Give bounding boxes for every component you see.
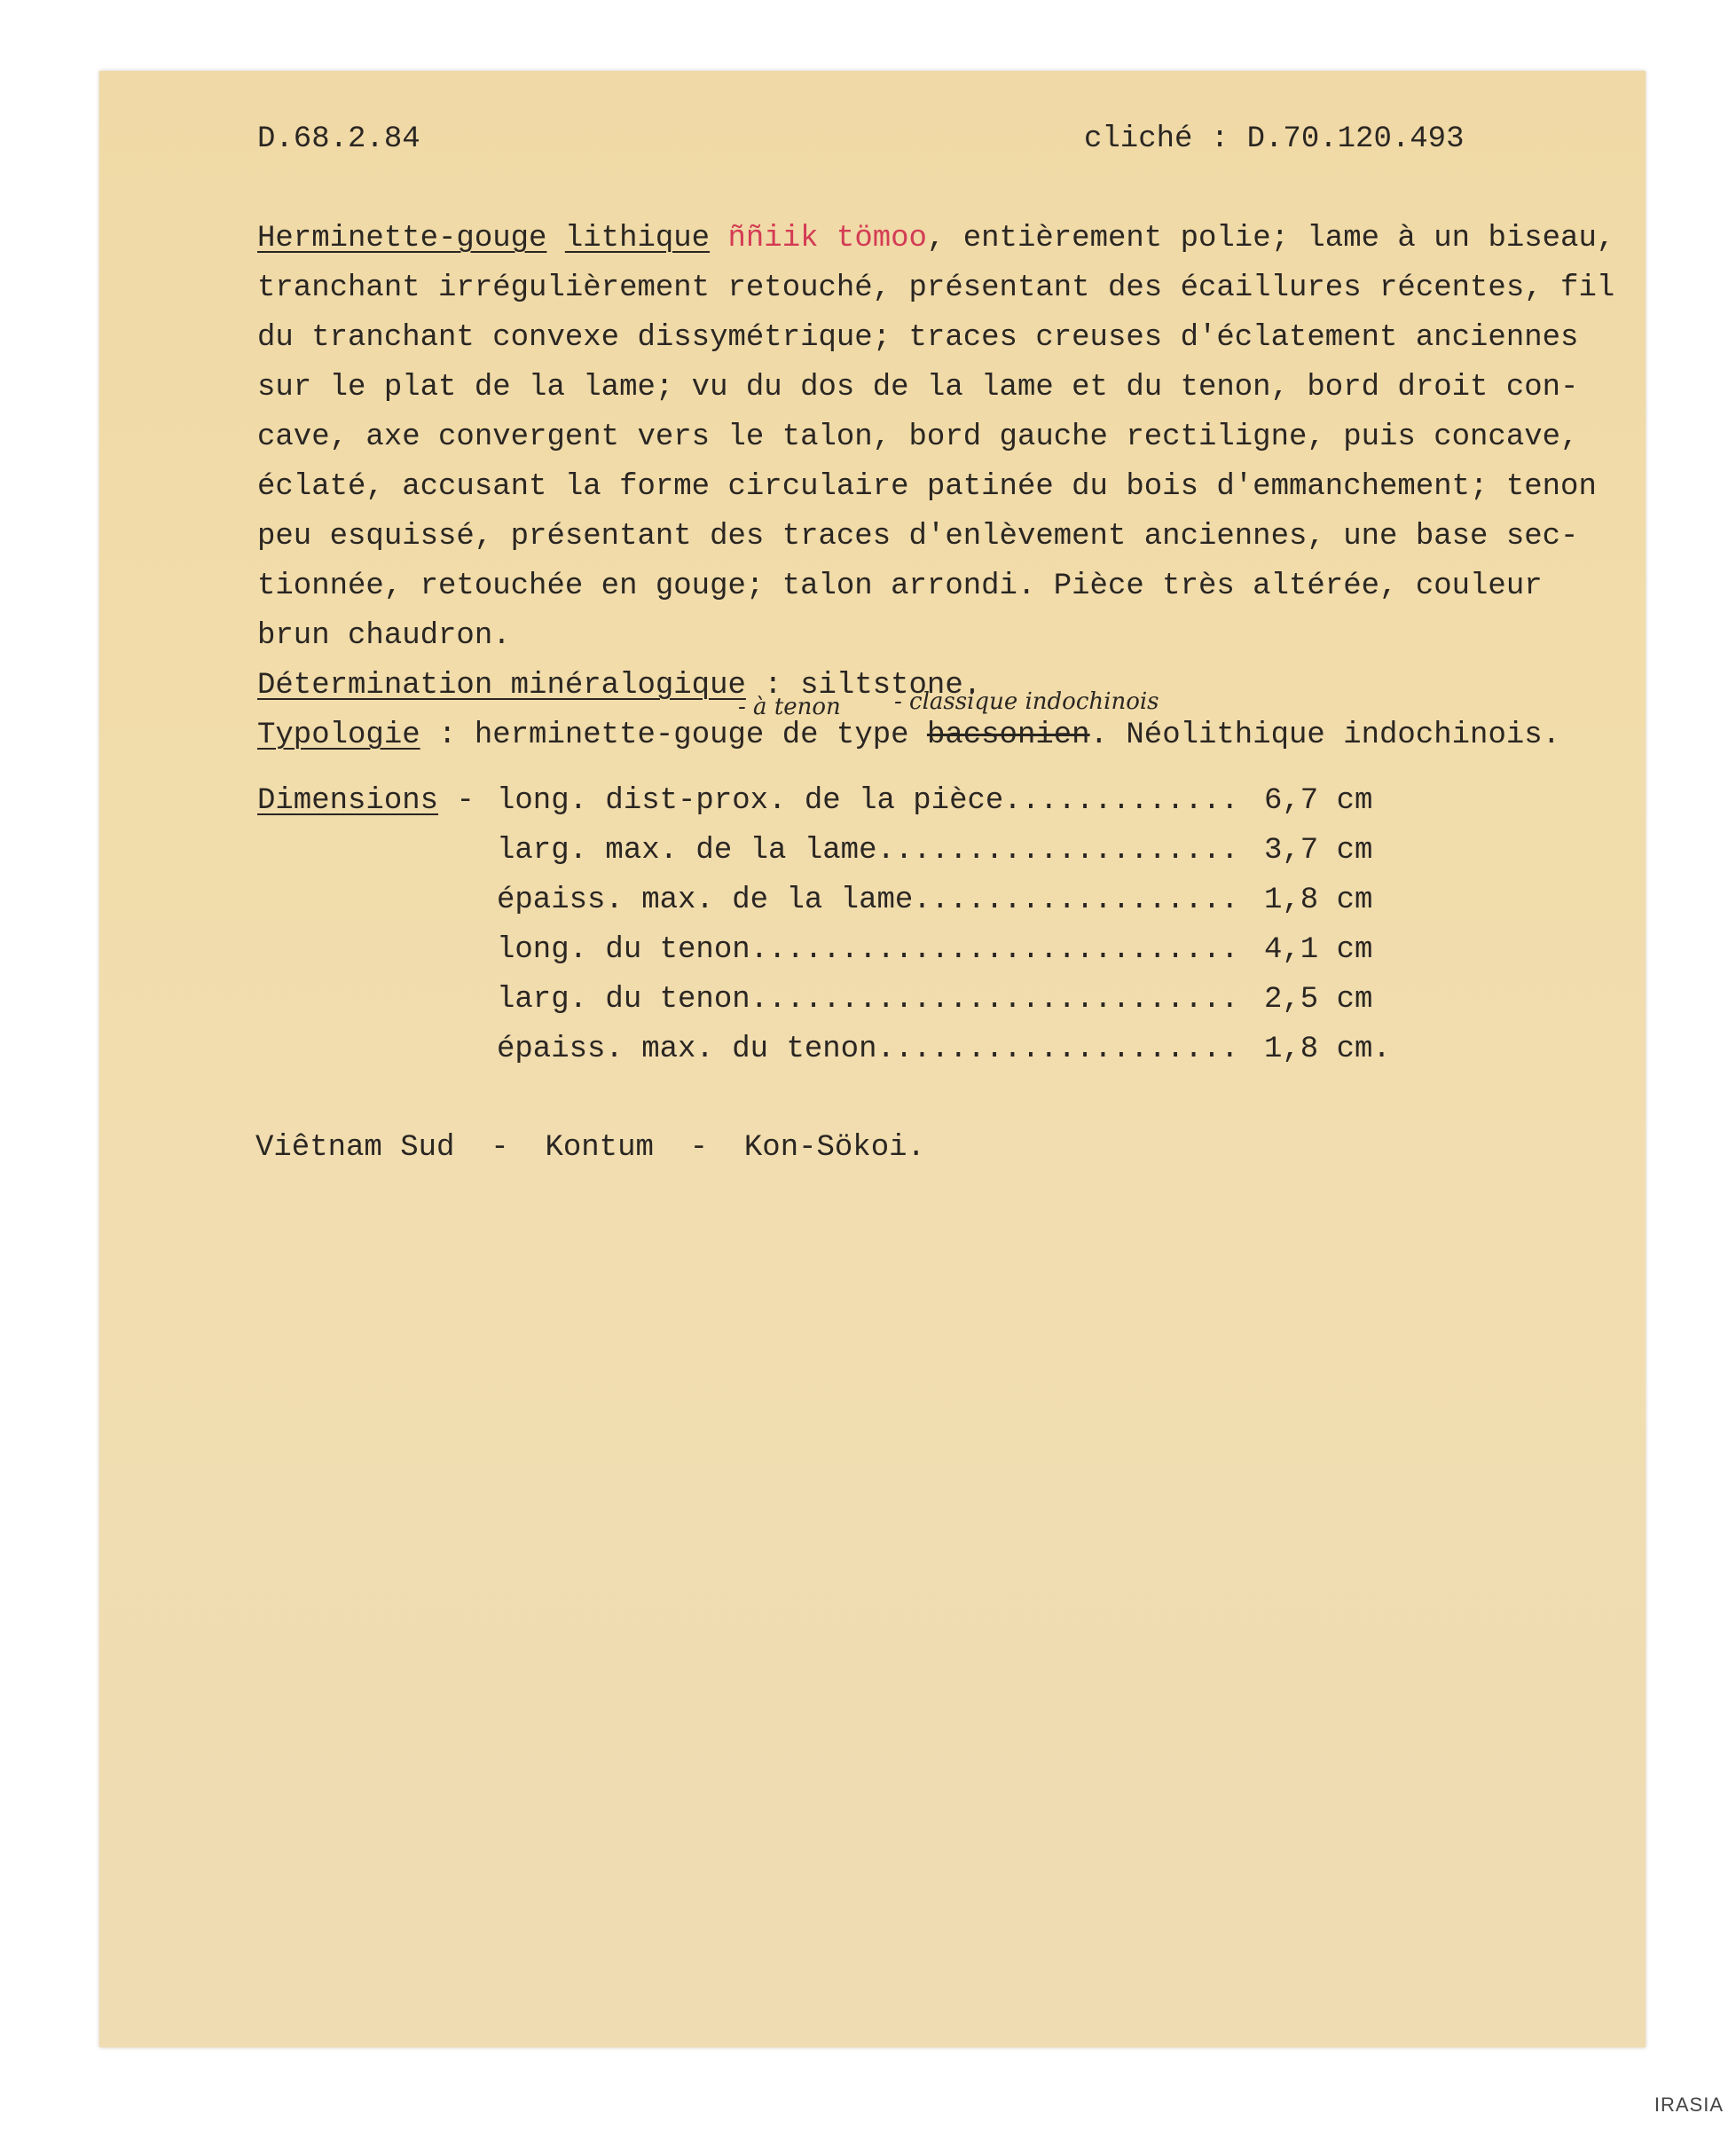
description-line: sur le plat de la lame; vu du dos de la lame et du tenon, bord droit con- xyxy=(257,371,1579,405)
description-line: peu esquissé, présentant des traces d'enlèvement anciennes, une base sec- xyxy=(257,520,1579,554)
mineralogy-label: Détermination minéralogique xyxy=(257,669,746,703)
typology-label: Typologie xyxy=(257,719,420,752)
description-line: cave, axe convergent vers le talon, bord gauche rectiligne, puis concave, xyxy=(257,420,1579,454)
description-line: brun chaudron. xyxy=(257,619,511,653)
typology-suffix: . Néolithique indochinois. xyxy=(1089,719,1561,752)
dimension-row-value: 2,5 cm xyxy=(1264,983,1373,1017)
dimension-row-label: épaiss. max. du tenon.................... xyxy=(497,1033,1239,1066)
dimensions-heading xyxy=(257,786,492,816)
description-line: du tranchant convexe dissymétrique; traces creuses d'éclatement anciennes xyxy=(257,321,1579,355)
description-line: tionnée, retouchée en gouge; talon arrondi. Pièce très altérée, couleur xyxy=(257,570,1543,603)
dimension-row-label: long. dist-prox. de la pièce............. xyxy=(497,784,1239,818)
dimension-row-label: long. du tenon........................... xyxy=(497,933,1239,967)
handwritten-insert-classique: - classique indochinois xyxy=(894,688,1159,715)
dimensions-dash: - xyxy=(438,784,493,818)
dimension-row-value: 3,7 cm xyxy=(1264,834,1373,868)
source-watermark: IRASIA xyxy=(1654,2094,1724,2116)
dimension-row-value: 1,8 cm. xyxy=(1264,1033,1391,1066)
description-line-1-rest: , entièrement polie; lame à un biseau, xyxy=(926,222,1615,255)
mineralogy-line xyxy=(257,671,981,701)
dimension-row-value: 1,8 cm xyxy=(1264,884,1373,917)
typology-prefix: : herminette-gouge de type xyxy=(420,719,927,752)
location-line: Viêtnam Sud - Kontum - Kon-Sökoi. xyxy=(255,1131,925,1165)
description-line-1 xyxy=(257,224,1614,254)
description-line: éclaté, accusant la forme circulaire patinée du bois d'emmanchement; tenon xyxy=(257,470,1597,504)
mineralogy-value: siltstone. xyxy=(800,669,982,703)
heading-term-2: lithique xyxy=(564,222,711,255)
local-name: ññiik tömoo xyxy=(727,222,927,255)
dimension-row-value: 6,7 cm xyxy=(1264,784,1373,818)
dimension-row-label: larg. max. de la lame.................... xyxy=(497,834,1239,868)
dimensions-label: Dimensions xyxy=(257,784,439,818)
description-line: tranchant irrégulièrement retouché, présentant des écaillures récentes, fil xyxy=(257,271,1615,305)
cliche-number: cliché : D.70.120.493 xyxy=(1084,122,1465,156)
mineralogy-separator: : xyxy=(745,669,801,703)
struck-word: bacsonien xyxy=(926,719,1090,752)
dimension-row-label: larg. du tenon........................... xyxy=(497,983,1239,1017)
inventory-number: D.68.2.84 xyxy=(257,122,420,156)
dimension-row-value: 4,1 cm xyxy=(1264,933,1373,967)
handwritten-insert-tenon: - à tenon xyxy=(738,694,841,720)
typology-line xyxy=(257,720,1560,750)
heading-term: Herminette-gouge xyxy=(257,222,547,255)
dimension-row-label: épaiss. max. de la lame.................. xyxy=(497,884,1239,917)
